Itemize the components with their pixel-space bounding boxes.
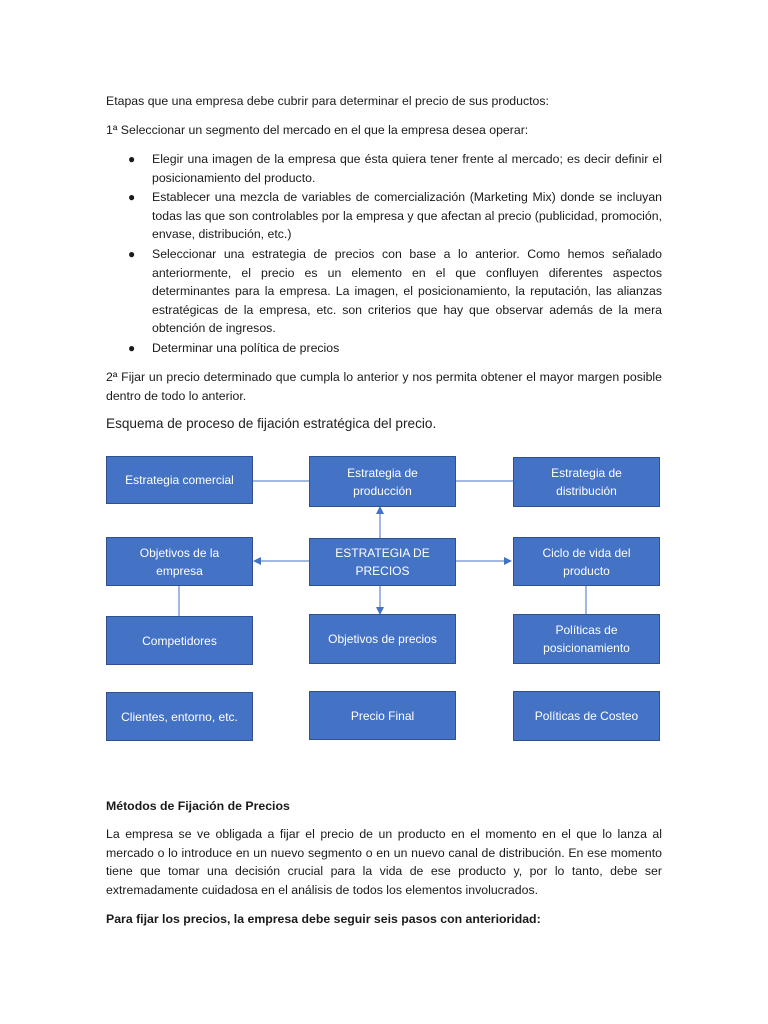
box-clientes-entorno: Clientes, entorno, etc. xyxy=(106,692,253,741)
box-estrategia-distribucion: Estrategia de distribución xyxy=(513,457,660,507)
bullet-icon: ● xyxy=(128,246,136,261)
list-item: ● Determinar una política de precios xyxy=(106,339,662,358)
step-one-text: 1ª Seleccionar un segmento del mercado en el que la empresa desea operar: xyxy=(106,123,529,137)
box-politicas-costeo: Políticas de Costeo xyxy=(513,691,660,741)
intro-text: Etapas que una empresa debe cubrir para determinar el precio de sus productos: xyxy=(106,94,549,108)
methods-paragraph: La empresa se ve obligada a fijar el precio de un producto en el momento en el que lo lanza al mercado o lo introduce en un nuevo segmento o en un nuevo canal de distribución. En ese momento tiene que tomar una decisión crucial para la vida de ese producto y, por lo tanto, debe ser extremadamente cuidadosa en el análisis de todos los elementos involucrados. xyxy=(106,827,662,897)
bullet-icon: ● xyxy=(128,190,136,205)
bullet-list xyxy=(106,150,662,359)
bullet-icon: ● xyxy=(128,152,136,166)
methods-heading: Métodos de Fijación de Precios xyxy=(106,799,290,813)
step-two-text: 2ª Fijar un precio determinado que cumpla lo anterior y nos permita obtener el mayor margen posible dentro de todo lo anterior. xyxy=(106,370,662,403)
box-ciclo-vida: Ciclo de vida del producto xyxy=(513,537,660,586)
box-objetivos-empresa: Objetivos de la empresa xyxy=(106,537,253,586)
box-estrategia-produccion: Estrategia de producción xyxy=(309,456,456,507)
list-item: ● Establecer una mezcla de variables de comercialización (Marketing Mix) donde se incluyan todas las que son controlables por la empresa y que afectan al precio (publicidad, promoción, envase, distribución, etc.) xyxy=(128,190,662,242)
box-objetivos-precios: Objetivos de precios xyxy=(309,614,456,664)
list-item: ● Elegir una imagen de la empresa que ésta quiera tener frente al mercado; es decir definir el posicionamiento del producto. xyxy=(128,152,662,185)
box-estrategia-precios: ESTRATEGIA DE PRECIOS xyxy=(309,538,456,586)
six-steps-text: Para fijar los precios, la empresa debe seguir seis pasos con anterioridad: xyxy=(106,912,541,926)
box-competidores: Competidores xyxy=(106,616,253,665)
box-politicas-posicionamiento: Políticas de posicionamiento xyxy=(513,614,660,664)
schema-title: Esquema de proceso de fijación estratégica del precio. xyxy=(106,416,437,431)
list-item: ● Seleccionar una estrategia de precios con base a lo anterior. Como hemos señalado anteriormente, el precio es un elemento en el que confluyen diferentes aspectos determinantes para la empresa. La imagen, el posicionamiento, la reputación, las alianzas estratégicas de la empresa, etc. son criterios que hay que observar además de la mera obtención de ingresos. xyxy=(128,246,662,336)
box-estrategia-comercial: Estrategia comercial xyxy=(106,456,253,504)
box-precio-final: Precio Final xyxy=(309,691,456,740)
bullet-icon: ● xyxy=(128,340,136,355)
